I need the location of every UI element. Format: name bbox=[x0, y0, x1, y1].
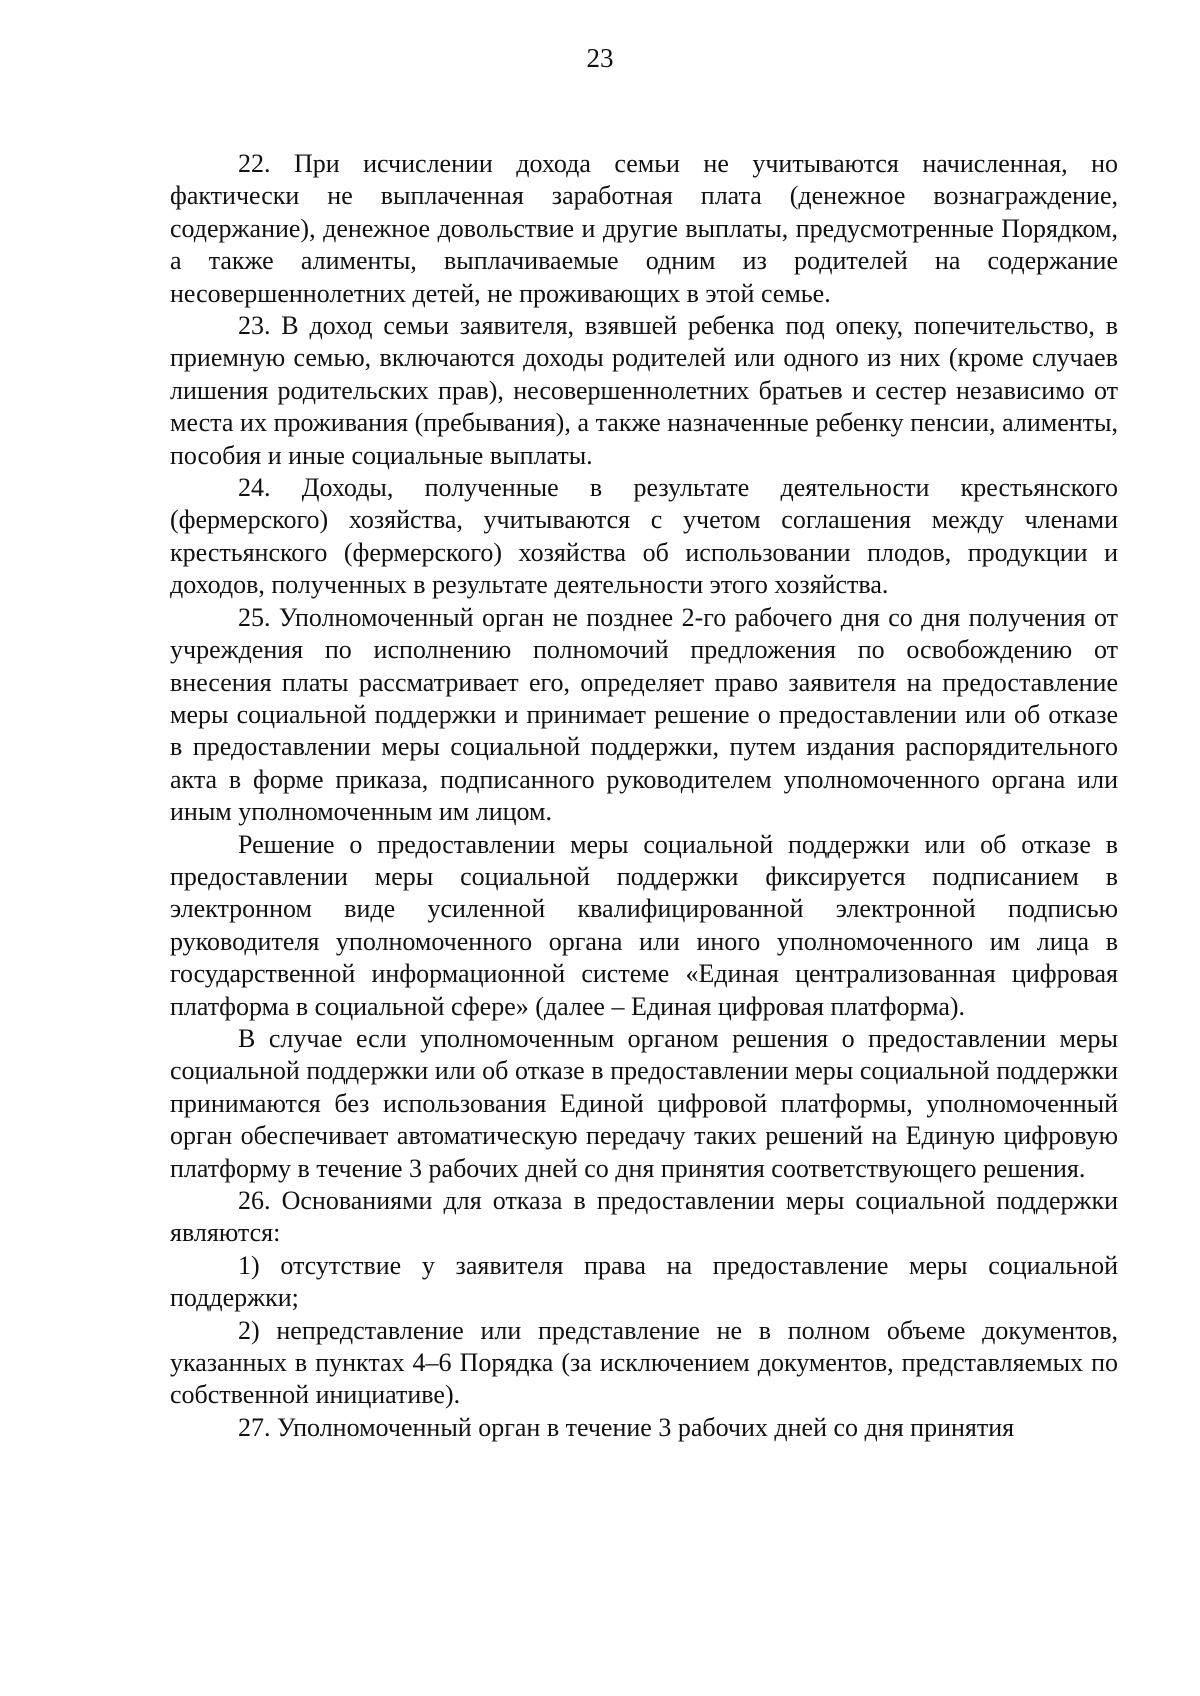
paragraph-26-item-1: 1) отсутствие у заявителя права на предоставление меры социальной поддержки; bbox=[170, 1250, 1118, 1313]
page-number: 23 bbox=[586, 43, 614, 73]
paragraph-26-item-2: 2) непредставление или представление не в полном объеме документов, указанных в пунктах 4–6 Порядка (за исключением документов, представляемых по собственной инициативе). bbox=[170, 1315, 1118, 1410]
paragraph-24: 24. Доходы, полученные в результате деятельности крестьянского (фермерского) хозяйства, учитываются с учетом соглашения между членами крестьянского (фермерского) хозяйства об использовании плодов, продукции и доходов, полученных в результате деятельности этого хозяйства. bbox=[170, 473, 1118, 600]
document-body bbox=[170, 148, 1118, 1444]
paragraph-27: 27. Уполномоченный орган в течение 3 рабочих дней со дня принятия bbox=[238, 1412, 1015, 1442]
paragraph-22: 22. При исчислении дохода семьи не учитываются начисленная, но фактически не выплаченная заработная плата (денежное вознаграждение, содержание), денежное довольствие и другие выплаты, предусмотренные Порядком, а также алименты, выплачиваемые одним из родителей на содержание несовершеннолетних детей, не проживающих в этой семье. bbox=[170, 149, 1118, 308]
paragraph-26: 26. Основаниями для отказа в предоставлении меры социальной поддержки являются: bbox=[170, 1186, 1118, 1248]
paragraph-23: 23. В доход семьи заявителя, взявшей ребенка под опеку, попечительство, в приемную семью, включаются доходы родителей или одного из них (кроме случаев лишения родительских прав), несовершеннолетних братьев и сестер независимо от места их проживания (пребывания), а также назначенные ребенку пенсии, алименты, пособия и иные социальные выплаты. bbox=[170, 311, 1118, 470]
paragraph-25: 25. Уполномоченный орган не позднее 2-го рабочего дня со дня получения от учреждения по исполнению полномочий предложения по освобождению от внесения платы рассматривает его, определяет право заявителя на предоставление меры социальной поддержки и принимает решение о предоставлении или об отказе в предоставлении меры социальной поддержки, путем издания распорядительного акта в форме приказа, подписанного руководителем уполномоченного органа или иным уполномоченным им лицом. bbox=[170, 602, 1118, 827]
paragraph-25-transfer: В случае если уполномоченным органом решения о предоставлении меры социальной поддержки или об отказе в предоставлении меры социальной поддержки принимаются без использования Единой цифровой платформы, уполномоченный орган обеспечивает автоматическую передачу таких решений на Единую цифровую платформу в течение 3 рабочих дней со дня принятия соответствующего решения. bbox=[170, 1023, 1118, 1183]
paragraph-25-decision: Решение о предоставлении меры социальной поддержки или об отказе в предоставлении меры социальной поддержки фиксируется подписанием в электронном виде усиленной квалифицированной электронной подписью руководителя уполномоченного органа или иного уполномоченного им лица в государственной информационной системе «Единая централизованная цифровая платформа в социальной сфере» (далее – Единая цифровая платформа). bbox=[170, 829, 1118, 1021]
